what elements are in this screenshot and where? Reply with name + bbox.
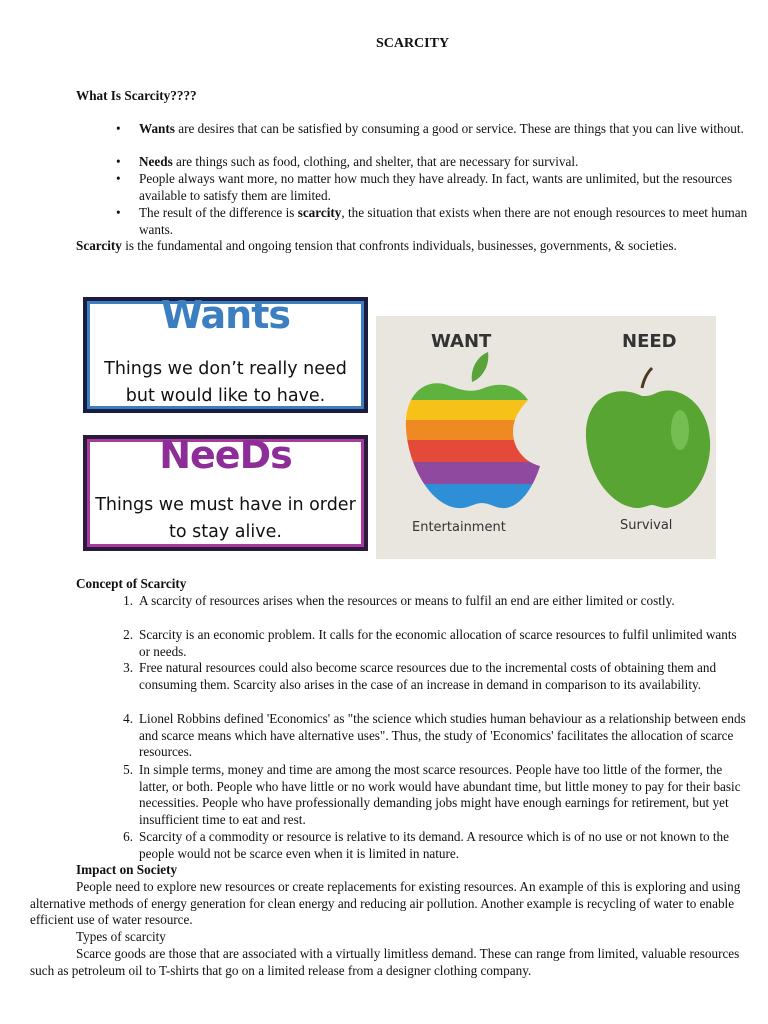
what-heading: What Is Scarcity???? [76, 88, 197, 103]
definition-text: is the fundamental and ongoing tension that confronts individuals, businesses, governments, & societies. [121, 238, 677, 253]
list-number: 1. [123, 593, 133, 608]
types-paragraph: Scarce goods are those that are associated with a virtually limitless demand. These can range from limited, valuable resources such as petroleum oil to T-shirts that go on a limited release from a designer clothing company. [30, 946, 740, 978]
bullet-bold: Wants [139, 121, 175, 136]
definition-bold: Scarcity [76, 238, 122, 253]
needs-card [83, 435, 368, 551]
need-caption: Survival [620, 518, 673, 533]
bullet-icon: • [116, 205, 121, 220]
page-title: SCARCITY [375, 36, 450, 51]
bullet-item [116, 154, 756, 171]
impact-heading: Impact on Society [76, 862, 178, 877]
bullet-text: The result of the difference is [139, 205, 298, 220]
need-label: NEED [622, 331, 677, 352]
want-need-apple-image [376, 316, 716, 559]
list-number: 3. [123, 660, 133, 675]
list-text: Scarcity is an economic problem. It calls for the economic allocation of scarce resources to fulfil unlimited wants or needs. [139, 627, 737, 659]
scarcity-definition [30, 238, 748, 255]
list-text: In simple terms, money and time are among the most scarce resources. People have too little of the former, the latter, or both. People who have little or no work would have abundant time, but little money to pay for their basic necessities. People who have professionally demanding jobs might have enough earnings for retirement, but yet insufficient time to eat and rest. [139, 762, 741, 827]
list-number: 4. [123, 711, 133, 726]
list-text: Free natural resources could also become scarce resources due to the incremental costs of obtaining them and consuming them. Scarcity also arises in the case of an increase in demand in comparison to its availability. [139, 660, 717, 692]
impact-paragraph: People need to explore new resources or create replacements for existing resources. An example of this is exploring and using alternative methods of energy generation for clean energy and reducing air pollution. Another example is recycling of water to enable efficient use of water resource. [30, 879, 741, 928]
list-number: 2. [123, 627, 133, 642]
bullet-text: People always want more, no matter how much they have already. In fact, wants are unlimited, but the resources available to satisfy them are limited. [139, 171, 733, 203]
bullet-icon: • [116, 121, 121, 136]
list-number: 6. [123, 829, 133, 844]
list-text: Scarcity of a commodity or resource is relative to its demand. A resource which is of no use or not known to the people would not be scarce even when it is limited in nature. [139, 829, 729, 861]
wants-card [83, 293, 368, 413]
bullet-text: are things such as food, clothing, and shelter, that are necessary for survival. [172, 154, 579, 169]
want-caption: Entertainment [412, 520, 506, 535]
list-text: Lionel Robbins defined 'Economics' as "the science which studies human behaviour as a relationship between ends and scarce means which have alternative uses". Thus, the study of 'Economics' facilitates the allocation of scarce resources. [139, 711, 746, 760]
bullet-bold: Needs [139, 154, 173, 169]
bullet-bold: scarcity [297, 205, 342, 220]
bullet-text: are desires that can be satisfied by consuming a good or service. These are things that you can live without. [174, 121, 744, 136]
wants-word: Wants [160, 293, 291, 337]
bullet-text: , the situation that exists when there are not enough resources to meet human wants. [139, 205, 748, 237]
want-label: WANT [431, 331, 492, 352]
concept-heading: Concept of Scarcity [76, 576, 187, 591]
needs-description: Things we must have in order to stay alive. [95, 495, 356, 542]
rainbow-apple-icon [396, 352, 556, 514]
wants-description: Things we don’t really need but would like to have. [104, 359, 347, 406]
bullet-item [116, 205, 756, 239]
bullet-icon: • [116, 154, 121, 169]
bullet-icon: • [116, 171, 121, 186]
types-heading: Types of scarcity [76, 929, 166, 944]
bullet-item [116, 171, 756, 205]
bullet-item [116, 121, 756, 155]
list-text: A scarcity of resources arises when the resources or means to fulfil an end are either limited or costly. [139, 593, 675, 608]
list-number: 5. [123, 762, 133, 777]
green-apple-icon [586, 368, 710, 508]
needs-word: NeeDs [159, 433, 292, 477]
